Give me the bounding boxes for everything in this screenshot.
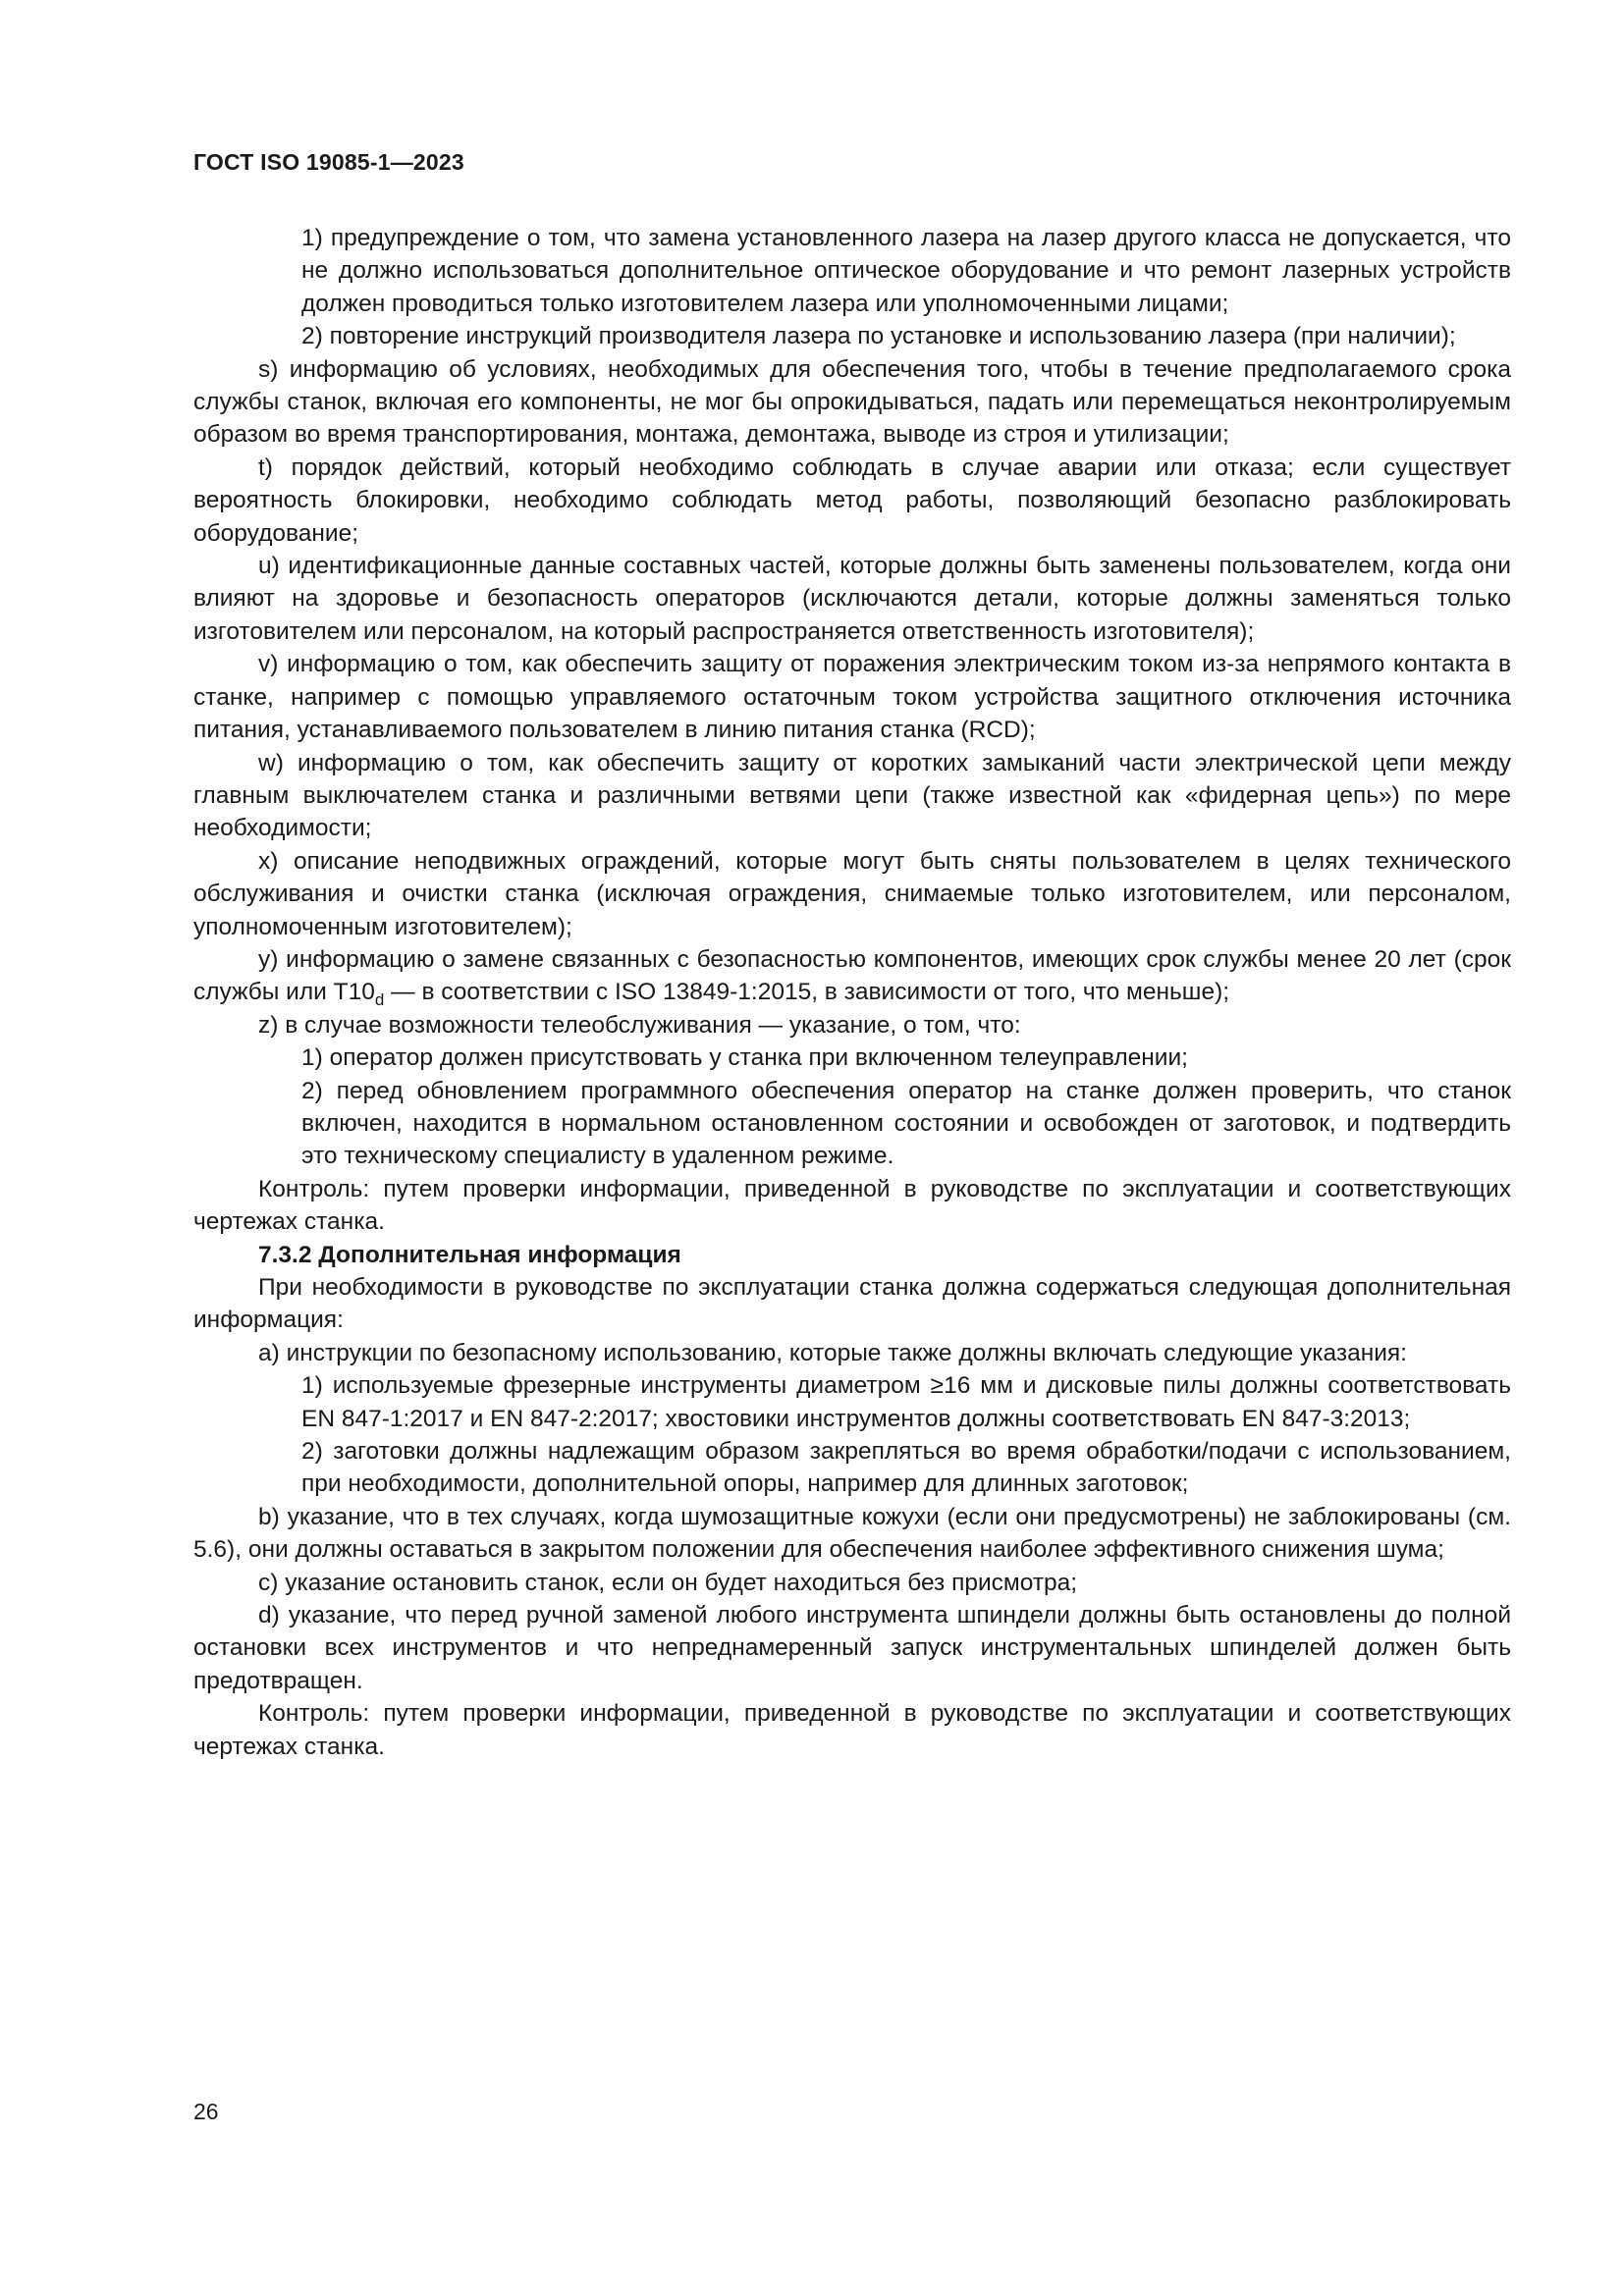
list-item-w: w) информацию о том, как обеспечить защиту от коротких замыканий части электрической цепи между главным выключателем станка и различными ветвями цепи (также известной как «фидерная цепь») по мере необходимости; xyxy=(193,749,1511,842)
standard-title: ГОСТ ISO 19085-1—2023 xyxy=(193,149,464,175)
control-note-2: Контроль: путем проверки информации, приведенной в руководстве по эксплуатации и соответствующих чертежах станка. xyxy=(193,1700,1511,1760)
list-item-a1: 1) используемые фрезерные инструменты диаметром ≥16 мм и дисковые пилы должны соответствовать EN 847-1:2017 и EN 847-2:2017; хвостовики инструментов должны соответствовать EN 847-3:2013; xyxy=(301,1372,1511,1432)
list-item-v: v) информацию о том, как обеспечить защиту от поражения электрическим током из-за непрямого контакта в станке, например с помощью управляемого остаточным током устройства защитного отключения источника питания, устанавливаемого пользователем в линию питания станка (RCD); xyxy=(193,651,1511,744)
list-item-c: c) указание остановить станок, если он будет находиться без присмотра; xyxy=(258,1569,1078,1596)
list-item-b: b) указание, что в тех случаях, когда шумозащитные кожухи (если они предусмотрены) не заблокированы (см. 5.6), они должны оставаться в закрытом положении для обеспечения наиболее эффективного снижения шума; xyxy=(193,1503,1511,1564)
list-item-a: a) инструкции по безопасному использованию, которые также должны включать следующие указания: xyxy=(258,1339,1407,1366)
subscript-d: d xyxy=(374,990,385,1010)
list-item-r1: 1) предупреждение о том, что замена установленного лазера на лазер другого класса не допускается, что не должно использоваться дополнительное оптическое оборудование и что ремонт лазерных устройств должен проводиться только изготовителем лазера или уполномоченными лицами; xyxy=(301,225,1511,317)
list-item-x: x) описание неподвижных ограждений, которые могут быть сняты пользователем в целях технического обслуживания и очистки станка (исключая ограждения, снимаемые только изготовителем, или персоналом, уполномоченным изготовителем); xyxy=(193,847,1511,940)
page-body xyxy=(193,222,1511,1763)
page-number: 26 xyxy=(193,2099,219,2124)
list-item-z2: 2) перед обновлением программного обеспечения оператор на станке должен проверить, что станок включен, находится в нормальном остановленном состоянии и освобожден от заготовок, и подтвердить это техническому специалисту в удаленном режиме. xyxy=(301,1077,1511,1170)
list-item-r2: 2) повторение инструкций производителя лазера по установке и использованию лазера (при наличии); xyxy=(301,323,1456,350)
control-note-1: Контроль: путем проверки информации, приведенной в руководстве по эксплуатации и соответствующих чертежах станка. xyxy=(193,1175,1511,1236)
list-item-s: s) информацию об условиях, необходимых для обеспечения того, чтобы в течение предполагаемого срока службы станок, включая его компоненты, не мог бы опрокидываться, падать или перемещаться неконтролируемым образом во время транспортирования, монтажа, демонтажа, выводе из строя и утилизации; xyxy=(193,355,1511,449)
list-item-z: z) в случае возможности телеобслуживания — указание, о том, что: xyxy=(258,1011,1021,1039)
list-item-z1: 1) оператор должен присутствовать у станка при включенном телеуправлении; xyxy=(301,1044,1188,1072)
list-item-t: t) порядок действий, который необходимо соблюдать в случае аварии или отказа; если существует вероятность блокировки, необходимо соблюдать метод работы, позволяющий безопасно разблокировать оборудование; xyxy=(193,454,1511,547)
list-item-y-text: y) информацию о замене связанных с безопасностью компонентов, имеющих срок службы менее 20 лет (срок службы или T10 xyxy=(193,945,1511,1006)
list-item-u: u) идентификационные данные составных частей, которые должны быть заменены пользователем, когда они влияют на здоровье и безопасность операторов (исключаются детали, которые должны заменяться только изготовителем или персоналом, на который распространяется ответственность изготовителя); xyxy=(193,553,1511,645)
list-item-a2: 2) заготовки должны надлежащим образом закрепляться во время обработки/подачи с использованием, при необходимости, дополнительной опоры, например для длинных заготовок; xyxy=(301,1438,1511,1498)
list-item-d: d) указание, что перед ручной заменой любого инструмента шпиндели должны быть остановлены до полной остановки всех инструментов и что непреднамеренный запуск инструментальных шпинделей должен быть предотвращен. xyxy=(193,1602,1511,1694)
list-item-y-text-end: — в соответствии с ISO 13849-1:2015, в зависимости от того, что меньше); xyxy=(384,979,1230,1006)
list-item-y xyxy=(193,943,1511,1009)
section-intro: При необходимости в руководстве по эксплуатации станка должна содержаться следующая дополнительная информация: xyxy=(193,1274,1511,1334)
section-heading: 7.3.2 Дополнительная информация xyxy=(258,1241,681,1268)
